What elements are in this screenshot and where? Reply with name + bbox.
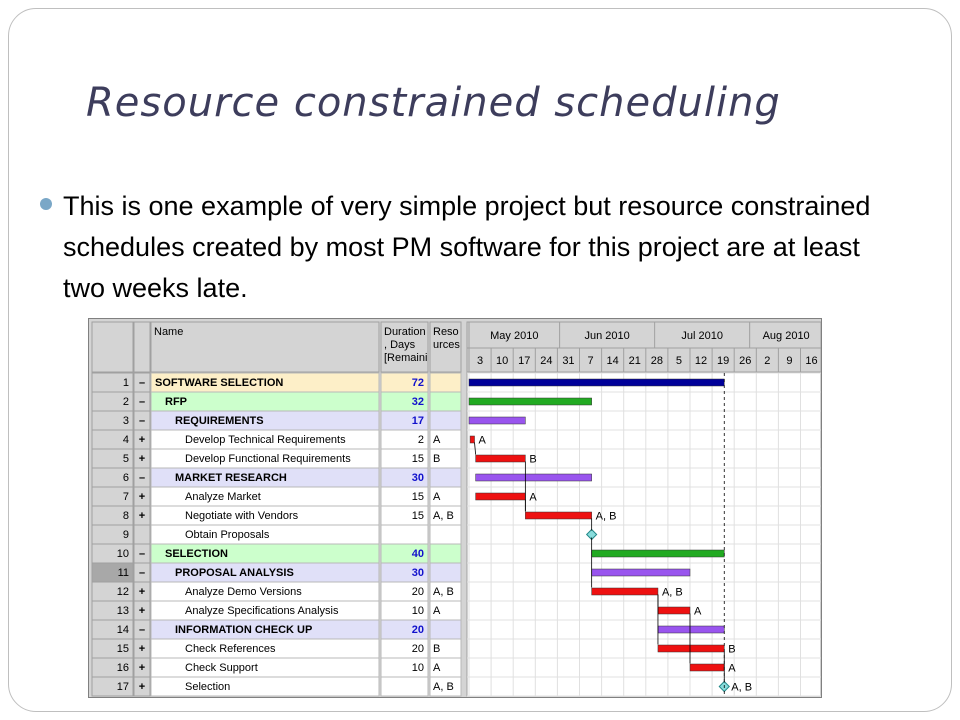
resources-value: A bbox=[433, 491, 441, 503]
gantt-chart[interactable] bbox=[88, 318, 822, 698]
bar-resource-label: A, B bbox=[661, 586, 683, 599]
row-number: 9 bbox=[122, 529, 129, 541]
expand-icon: + bbox=[138, 681, 146, 693]
task-name: Develop Functional Requirements bbox=[185, 453, 351, 465]
row-number: 11 bbox=[117, 567, 129, 579]
month-label: Jul 2010 bbox=[681, 330, 723, 342]
row-number: 8 bbox=[122, 510, 129, 522]
duration-value: 20 bbox=[411, 643, 424, 655]
week-label: 9 bbox=[786, 355, 793, 367]
row-number: 4 bbox=[122, 434, 129, 446]
duration-value: 20 bbox=[411, 586, 424, 598]
resources-value: A, B bbox=[433, 586, 454, 598]
header-sign-cell[interactable] bbox=[134, 322, 150, 372]
task-name: MARKET RESEARCH bbox=[175, 472, 287, 484]
task-name: Negotiate with Vendors bbox=[185, 510, 299, 522]
expand-toggle[interactable] bbox=[134, 525, 150, 544]
week-label: 24 bbox=[540, 355, 553, 367]
month-label: Jun 2010 bbox=[584, 330, 630, 342]
task-bar[interactable] bbox=[476, 455, 526, 462]
row-number: 5 bbox=[122, 453, 129, 465]
task-bar[interactable] bbox=[470, 436, 474, 443]
bar-resource-label: A, B bbox=[731, 681, 753, 694]
collapse-icon: – bbox=[138, 377, 146, 389]
task-name: Analyze Market bbox=[185, 491, 261, 503]
month-label: Aug 2010 bbox=[762, 330, 810, 342]
task-name: SELECTION bbox=[165, 548, 228, 560]
header-id-cell[interactable] bbox=[92, 322, 133, 372]
duration-value: 30 bbox=[411, 472, 424, 484]
bullet-text: This is one example of very simple project but resource constrained schedules created by most PM software for this project are at least two weeks late. bbox=[63, 191, 871, 303]
resources-cell[interactable] bbox=[430, 620, 461, 639]
collapse-icon: – bbox=[138, 415, 146, 427]
week-label: 19 bbox=[717, 355, 730, 367]
bar-resource-label: A bbox=[529, 491, 537, 504]
week-label: 7 bbox=[587, 355, 594, 367]
task-name: PROPOSAL ANALYSIS bbox=[175, 567, 294, 579]
expand-icon: + bbox=[138, 453, 146, 465]
resources-cell[interactable] bbox=[430, 544, 461, 563]
row-number: 17 bbox=[116, 681, 129, 693]
row-number: 7 bbox=[122, 491, 129, 503]
collapse-icon: – bbox=[138, 472, 146, 484]
collapse-icon: – bbox=[138, 567, 146, 579]
header-duration-label: Duration bbox=[384, 326, 426, 338]
collapse-icon: – bbox=[138, 548, 146, 560]
summary-bar[interactable] bbox=[469, 398, 592, 405]
row-number: 10 bbox=[116, 548, 129, 560]
task-bar[interactable] bbox=[658, 607, 690, 614]
week-label: 3 bbox=[476, 355, 484, 367]
week-label: 5 bbox=[675, 355, 683, 367]
expand-icon: + bbox=[138, 586, 146, 598]
resources-cell[interactable] bbox=[430, 392, 461, 411]
resources-cell[interactable] bbox=[430, 563, 461, 582]
row-number: 14 bbox=[116, 624, 129, 636]
task-bar[interactable] bbox=[658, 645, 724, 652]
resources-cell[interactable] bbox=[430, 525, 461, 544]
row-number: 13 bbox=[116, 605, 129, 617]
bullet-point-icon bbox=[40, 198, 52, 210]
resources-cell[interactable] bbox=[430, 411, 461, 430]
expand-icon: + bbox=[138, 510, 146, 522]
week-label: 2 bbox=[764, 355, 771, 367]
task-name: Analyze Specifications Analysis bbox=[185, 605, 339, 617]
duration-cell[interactable] bbox=[381, 677, 428, 696]
header-name-cell[interactable] bbox=[151, 322, 379, 372]
task-name: Check References bbox=[185, 643, 276, 655]
bar-resource-label: A bbox=[728, 662, 736, 675]
bar-resource-label: A, B bbox=[595, 510, 617, 523]
duration-value: 2 bbox=[417, 434, 424, 446]
summary-bar[interactable] bbox=[658, 626, 724, 633]
header-resources-label: Reso bbox=[433, 326, 459, 338]
task-bar[interactable] bbox=[525, 512, 591, 519]
duration-cell[interactable] bbox=[381, 525, 428, 544]
task-name: Develop Technical Requirements bbox=[185, 434, 346, 446]
collapse-icon: – bbox=[138, 624, 146, 636]
resources-value: A, B bbox=[433, 681, 454, 693]
summary-bar[interactable] bbox=[592, 550, 725, 557]
header-name-label: Name bbox=[154, 326, 184, 338]
row-number: 15 bbox=[116, 643, 129, 655]
duration-value: 15 bbox=[411, 453, 424, 465]
summary-bar[interactable] bbox=[476, 474, 592, 481]
bar-resource-label: A bbox=[694, 605, 702, 618]
week-label: 31 bbox=[562, 355, 575, 367]
collapse-icon: – bbox=[138, 396, 146, 408]
task-name: Check Support bbox=[185, 662, 258, 674]
row-number: 1 bbox=[122, 377, 129, 389]
resources-value: A bbox=[433, 434, 441, 446]
summary-bar[interactable] bbox=[469, 417, 525, 424]
resources-value: A bbox=[433, 605, 441, 617]
duration-value: 30 bbox=[411, 567, 424, 579]
expand-icon: + bbox=[138, 643, 146, 655]
week-label: 10 bbox=[496, 355, 509, 367]
bar-resource-label: B bbox=[728, 643, 736, 656]
week-label: 12 bbox=[694, 355, 708, 367]
summary-bar[interactable] bbox=[592, 569, 690, 576]
task-name: REQUIREMENTS bbox=[175, 415, 264, 427]
resources-value: B bbox=[433, 453, 441, 465]
week-label: 21 bbox=[628, 355, 641, 367]
header-resources-label: urces bbox=[433, 339, 460, 351]
row-number: 16 bbox=[116, 662, 129, 674]
duration-value: 10 bbox=[411, 662, 424, 674]
duration-value: 72 bbox=[411, 377, 424, 389]
bar-resource-label: B bbox=[529, 453, 537, 466]
row-number: 3 bbox=[122, 415, 129, 427]
task-name: Obtain Proposals bbox=[185, 529, 270, 541]
header-duration-label: [Remaini bbox=[384, 352, 428, 364]
month-label: May 2010 bbox=[490, 330, 539, 342]
row-number: 12 bbox=[116, 586, 129, 598]
week-label: 14 bbox=[606, 355, 619, 367]
expand-icon: + bbox=[138, 491, 146, 503]
header-duration-label: , Days bbox=[384, 339, 416, 351]
resources-value: A bbox=[433, 662, 441, 674]
summary-bar[interactable] bbox=[469, 379, 724, 386]
duration-value: 32 bbox=[411, 396, 424, 408]
task-name: Analyze Demo Versions bbox=[185, 586, 302, 598]
row-number: 2 bbox=[122, 396, 129, 408]
week-label: 28 bbox=[650, 355, 663, 367]
task-name: RFP bbox=[165, 396, 187, 408]
gantt-canvas bbox=[89, 319, 822, 698]
duration-value: 15 bbox=[411, 491, 424, 503]
duration-value: 17 bbox=[411, 415, 424, 427]
week-label: 17 bbox=[518, 355, 531, 367]
slide-title: Resource constrained scheduling bbox=[86, 80, 781, 126]
expand-icon: + bbox=[138, 434, 146, 446]
row-number: 6 bbox=[122, 472, 129, 484]
duration-value: 40 bbox=[411, 548, 424, 560]
resources-value: A, B bbox=[433, 510, 454, 522]
expand-icon: + bbox=[138, 605, 146, 617]
duration-value: 15 bbox=[411, 510, 424, 522]
task-bar[interactable] bbox=[476, 493, 526, 500]
resources-value: B bbox=[433, 643, 441, 655]
week-label: 26 bbox=[739, 355, 752, 367]
duration-value: 20 bbox=[411, 624, 424, 636]
task-name: Selection bbox=[185, 681, 231, 693]
task-bar[interactable] bbox=[690, 664, 724, 671]
resources-cell[interactable] bbox=[430, 468, 461, 487]
task-bar[interactable] bbox=[592, 588, 658, 595]
duration-value: 10 bbox=[411, 605, 424, 617]
task-name: SOFTWARE SELECTION bbox=[155, 377, 284, 389]
week-label: 16 bbox=[805, 355, 818, 367]
bar-resource-label: A bbox=[478, 434, 486, 447]
resources-cell[interactable] bbox=[430, 373, 461, 392]
task-name: INFORMATION CHECK UP bbox=[175, 624, 313, 636]
expand-icon: + bbox=[138, 662, 146, 674]
